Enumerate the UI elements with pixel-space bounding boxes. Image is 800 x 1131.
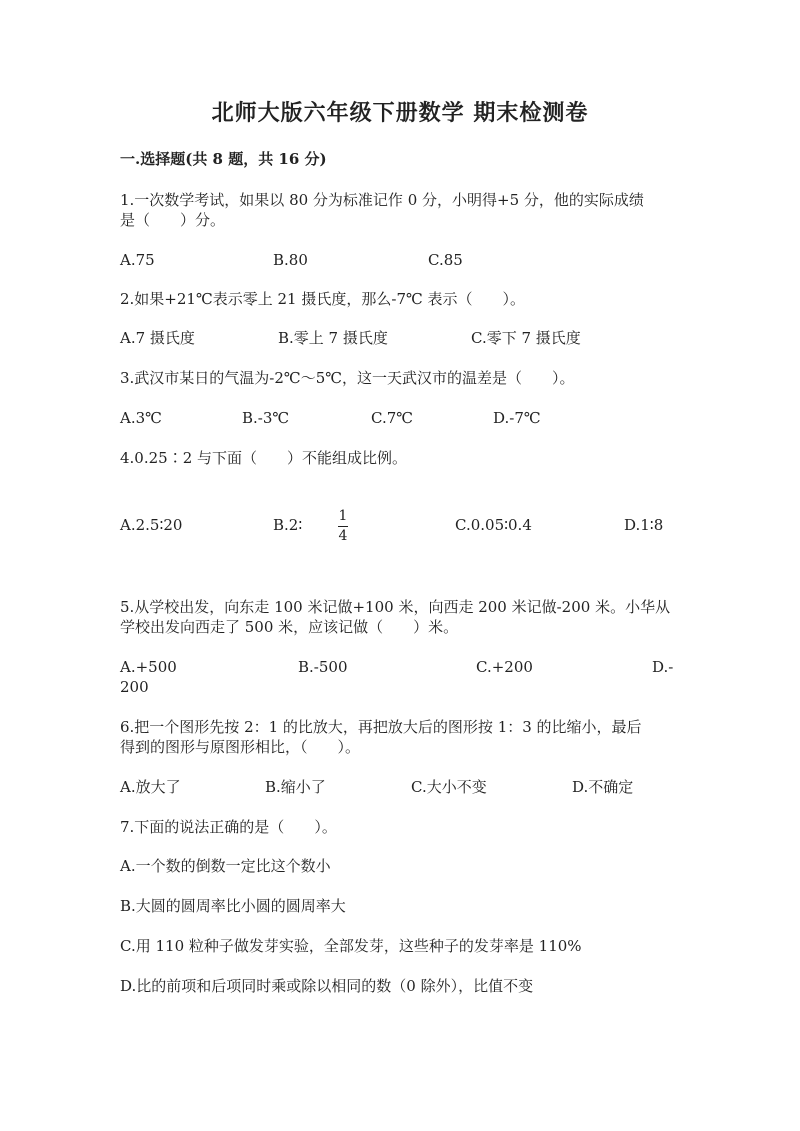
option-b[interactable]: B.-3℃ [242, 409, 290, 427]
option-c[interactable]: C.7℃ [371, 409, 414, 427]
option-d[interactable]: D.1∶8 [624, 516, 664, 534]
option-a[interactable]: A.3℃ [120, 409, 162, 427]
option-a[interactable]: A.放大了 [120, 778, 181, 796]
option-b[interactable]: B.80 [273, 251, 308, 269]
fraction-bar [338, 526, 348, 527]
option-b[interactable]: B.2∶ [273, 516, 303, 534]
option-d[interactable]: D.不确定 [572, 778, 634, 796]
option-a[interactable]: A.2.5∶20 [120, 516, 183, 534]
option-b[interactable]: B.缩小了 [265, 778, 326, 796]
option-d[interactable]: D.- [652, 658, 674, 676]
fraction-denominator: 4 [338, 528, 348, 544]
fraction-one-quarter [338, 508, 348, 545]
question-stem: 6.把一个图形先按 2：1 的比放大，再把放大后的图形按 1：3 的比缩小，最后 [120, 718, 642, 736]
option-a[interactable]: A.7 摄氏度 [120, 329, 195, 347]
question-stem: 3.武汉市某日的气温为-2℃～5℃，这一天武汉市的温差是（ ）。 [120, 369, 575, 387]
option-c[interactable]: C.零下 7 摄氏度 [471, 329, 581, 347]
option-a[interactable]: A.75 [120, 251, 155, 269]
section-heading: 一.选择题(共 8 题，共 16 分) [120, 150, 327, 168]
option-b[interactable]: B.零上 7 摄氏度 [278, 329, 388, 347]
question-stem: 2.如果+21℃表示零上 21 摄氏度，那么-7℃ 表示（ ）。 [120, 290, 526, 308]
option-c[interactable]: C.大小不变 [411, 778, 487, 796]
page-title: 北师大版六年级下册数学 期末检测卷 [211, 100, 589, 126]
question-stem: 1.一次数学考试，如果以 80 分为标准记作 0 分，小明得+5 分，他的实际成绩 [120, 191, 644, 209]
option-c[interactable]: C.用 110 粒种子做发芽实验，全部发芽，这些种子的发芽率是 110% [120, 937, 582, 955]
option-d[interactable]: D.比的前项和后项同时乘或除以相同的数（0 除外），比值不变 [120, 977, 534, 995]
question-stem: 7.下面的说法正确的是（ ）。 [120, 818, 337, 836]
option-a[interactable]: A.+500 [120, 658, 177, 676]
option-b[interactable]: B.大圆的圆周率比小圆的圆周率大 [120, 897, 346, 915]
option-b[interactable]: B.-500 [298, 658, 348, 676]
option-c[interactable]: C.+200 [476, 658, 533, 676]
question-stem: 4.0.25∶2 与下面（ ）不能组成比例。 [120, 449, 408, 467]
question-stem: 得到的图形与原图形相比，（ ）。 [120, 738, 361, 756]
option-d[interactable]: D.-7℃ [493, 409, 541, 427]
option-d-wrap[interactable]: 200 [120, 678, 149, 696]
fraction-numerator: 1 [338, 508, 348, 524]
question-stem: 是（ ）分。 [120, 211, 226, 229]
option-a[interactable]: A.一个数的倒数一定比这个数小 [120, 857, 331, 875]
option-c[interactable]: C.85 [428, 251, 463, 269]
option-c[interactable]: C.0.05∶0.4 [455, 516, 532, 534]
question-stem: 5.从学校出发，向东走 100 米记做+100 米，向西走 200 米记做-200 米。小华从 [120, 598, 671, 616]
question-stem: 学校出发向西走了 500 米，应该记做（ ）米。 [120, 618, 459, 636]
